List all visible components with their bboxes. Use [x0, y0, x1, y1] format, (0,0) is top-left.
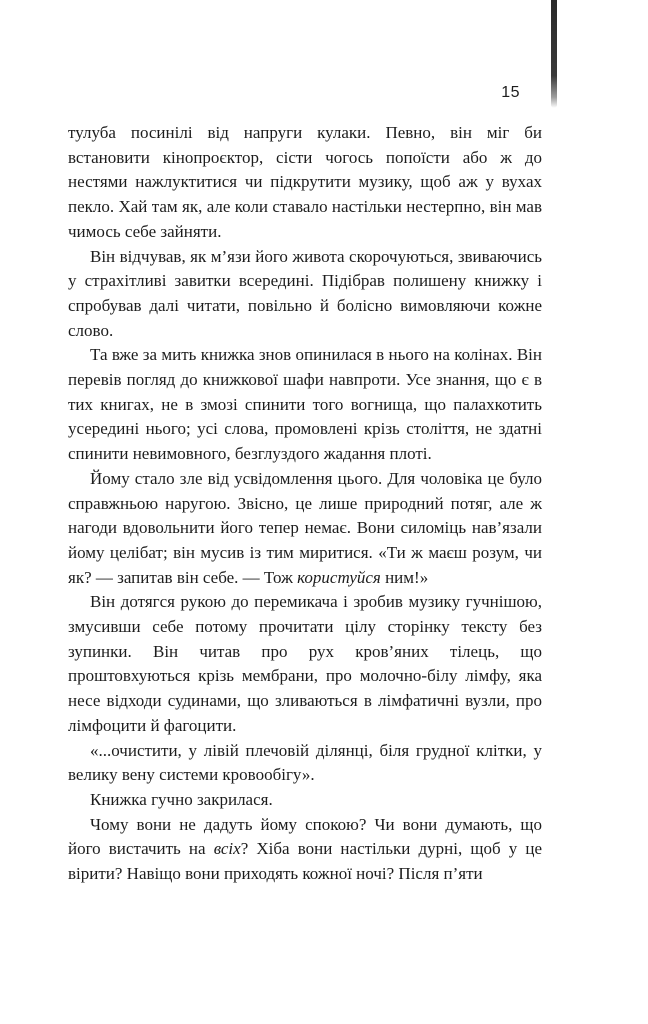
text-segment: Книжка гучно закрилася. [90, 789, 273, 809]
text-segment: Він дотягся рукою до перемикача і зробив музику гучнішою, змусивши себе потому прочитати цілу сторінку тексту без зупинки. Він читав про рух кров’яних тілець, що проштовхуються крізь мембрани, про молочно-білу лімфу, яка несе відходи судинами, що зливаються в лімфатичні вузли, про лімфоцити й фагоцити. [68, 592, 542, 735]
emphasis-text: користуйся [297, 567, 381, 587]
text-segment: ним!» [380, 567, 429, 587]
page-edge-marker [551, 0, 557, 108]
paragraph [68, 467, 542, 591]
text-segment: Чому вони не дадуть йому спокою? Чи вони думають, що його вистачить на [68, 814, 542, 859]
paragraph [68, 121, 542, 245]
emphasis-text: всіх [213, 839, 241, 859]
paragraph [68, 813, 542, 887]
paragraph [68, 590, 542, 738]
text-segment: тулуба посинілі від напруги кулаки. Певно, він міг би встановити кінопроєктор, сісти чогось попоїсти або ж до нестями нажлуктитися чи підкрутити музику, щоб аж у вухах пекло. Хай там як, але коли ставало настільки нестерпно, він мав чимось себе зайняти. [68, 123, 542, 241]
text-segment: Він відчував, як м’язи його живота скорочуються, звиваючись у страхітливі завитки всередині. Підібрав полишену книжку і спробував далі читати, повільно й болісно вимовляючи кожне слово. [68, 246, 542, 340]
text-segment: Та вже за мить книжка знов опинилася в нього на колінах. Він перевів погляд до книжкової шафи навпроти. Усе знання, що є в тих книгах, не в змозі спинити того вогнища, що палахкотить усередині нього; усі слова, промовлені крізь століття, не здатні спинити невимовного, безглуздого жадання плоті. [68, 345, 542, 464]
paragraph [68, 788, 542, 813]
body-text [68, 121, 542, 887]
text-segment: ? Хіба вони настільки дурні, щоб у це вірити? Навіщо вони приходять кожної ночі? Після п’яти [68, 839, 543, 884]
text-segment: «...очистити, у лівій плечовій ділянці, біля грудної клітки, у велику вену системи кровообігу». [68, 740, 542, 785]
paragraph [68, 343, 542, 467]
paragraph [68, 739, 542, 788]
page-number: 15 [501, 84, 520, 101]
paragraph [68, 245, 542, 344]
text-segment: Йому стало зле від усвідомлення цього. Для чоловіка це було справжньою наругою. Звісно, це лише природний потяг, але ж нагоди вдовольнити його тепер немає. Вони силоміць нав’язали йому целібат; він мусив із тим миритися. «Ти ж маєш розум, чи як? — запитав він себе. — Тож [68, 468, 542, 587]
